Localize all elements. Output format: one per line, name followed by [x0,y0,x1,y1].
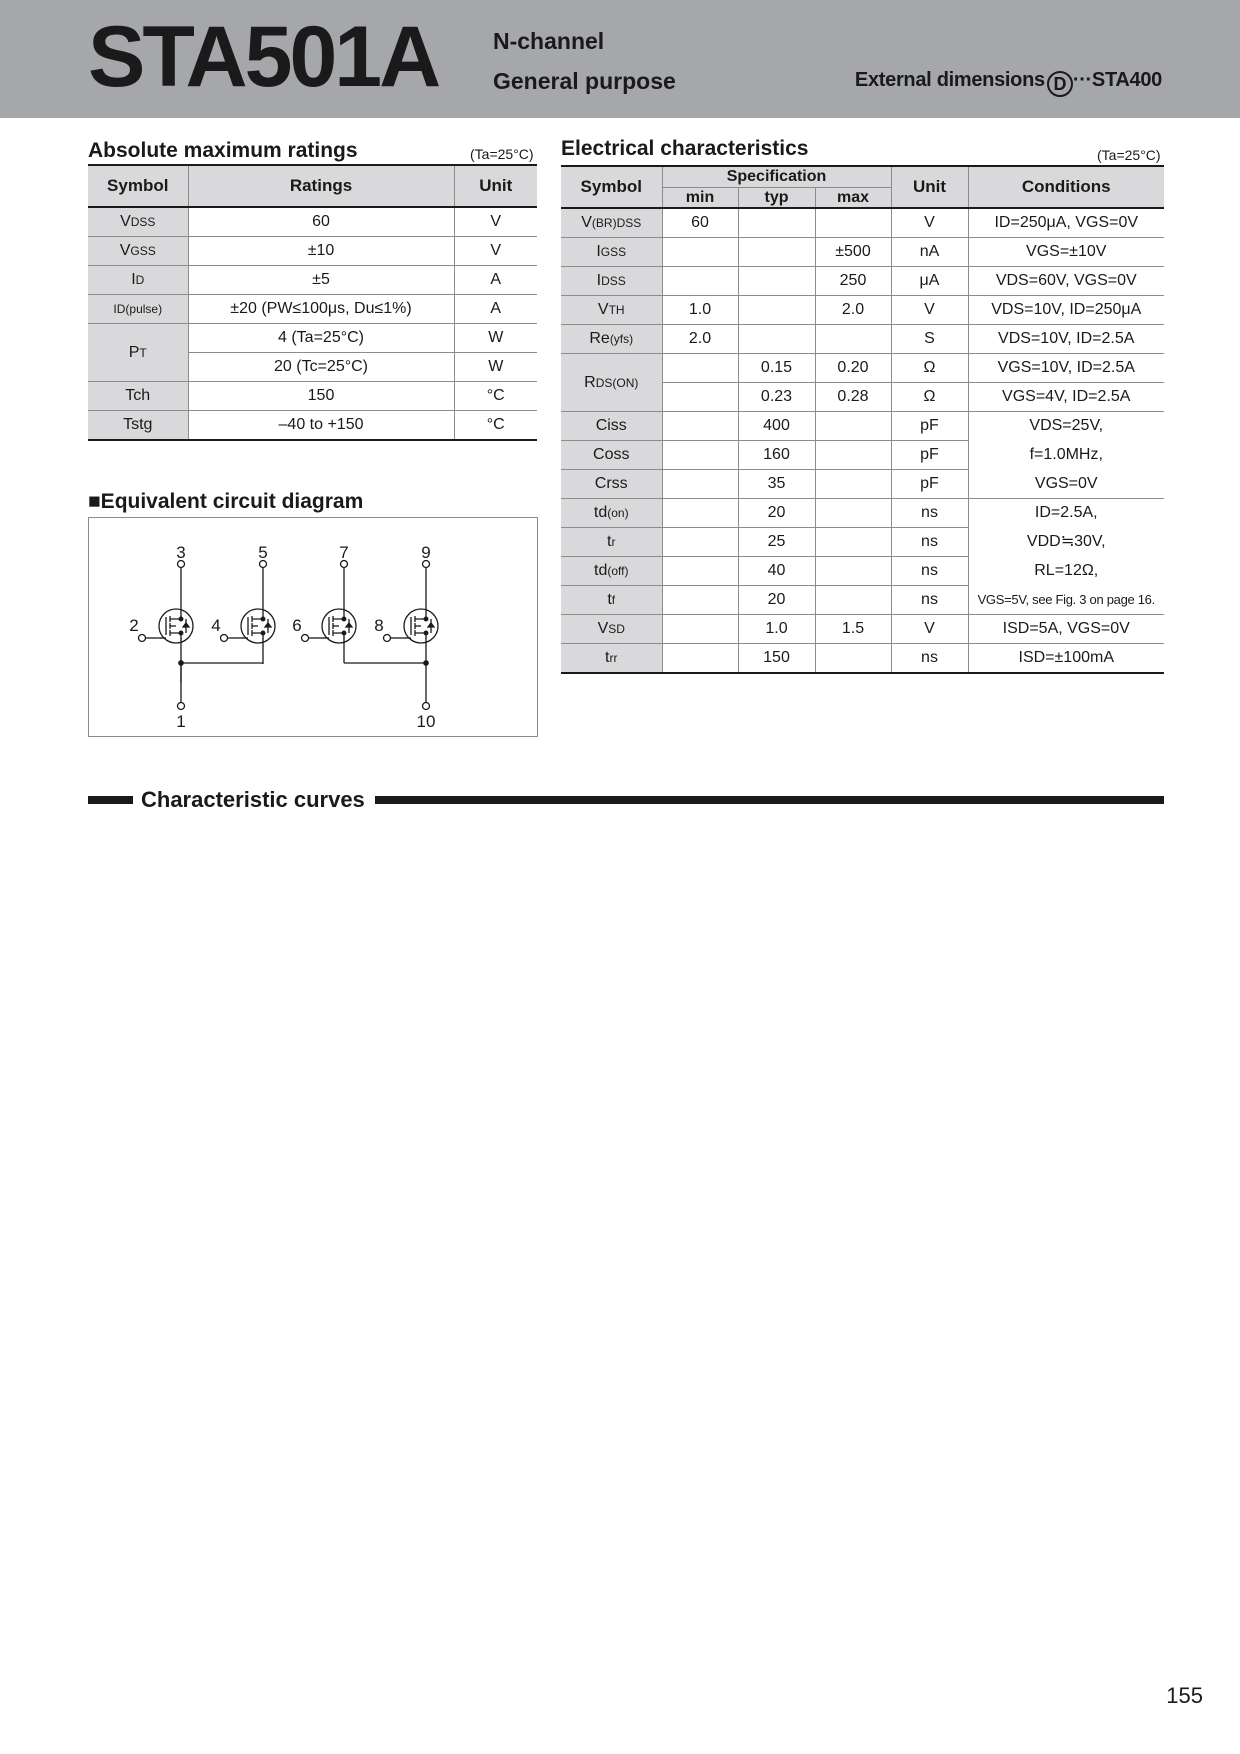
symbol-cell: VDSS [88,207,188,237]
table-row [561,412,1164,441]
symbol-cell: td(off) [561,557,662,586]
typ-cell: 0.15 [738,354,815,383]
rating-cell: ±5 [188,266,454,295]
max-cell: 1.5 [815,615,891,644]
symbol-cell: PT [88,324,188,382]
symbol-cell: Coss [561,441,662,470]
mosfet-symbol [384,561,439,644]
unit-cell: ns [891,557,968,586]
max-cell: ±500 [815,238,891,267]
typ-cell [738,238,815,267]
pin-label-drain: 3 [176,543,186,562]
circuit-title: ■Equivalent circuit diagram [88,490,364,513]
unit-cell: V [891,296,968,325]
abs-header-ratings: Ratings [188,165,454,207]
conditions-group-cell [968,499,1164,615]
pin-label-drain: 7 [339,543,349,562]
table-row [561,499,1164,528]
min-cell [662,528,738,557]
conditions-cell: ISD=±100mA [968,644,1164,674]
min-cell [662,644,738,674]
unit-cell: V [454,237,537,266]
conditions-line: f=1.0MHz, [1029,446,1103,463]
gate-pin [302,635,309,642]
external-dimensions [855,69,1162,97]
curves-rule-left [88,796,133,804]
abs-header-symbol: Symbol [88,165,188,207]
max-cell: 2.0 [815,296,891,325]
min-cell [662,412,738,441]
mosfet-symbol [221,561,276,644]
table-row [561,644,1164,674]
table-row [88,207,537,237]
min-cell: 1.0 [662,296,738,325]
elec-header-max: max [815,188,891,209]
gate-pin [221,635,228,642]
symbol-cell: trr [561,644,662,674]
pin-label-drain: 9 [421,543,431,562]
unit-cell: Ω [891,383,968,412]
table-row [561,325,1164,354]
max-cell: 250 [815,267,891,296]
max-cell [815,586,891,615]
min-cell [662,267,738,296]
max-cell [815,441,891,470]
min-cell [662,238,738,267]
max-cell: 0.28 [815,383,891,412]
elec-header-typ: typ [738,188,815,209]
subtitle-purpose: General purpose [493,68,676,94]
table-row [561,208,1164,238]
gate-pin [139,635,146,642]
typ-cell: 40 [738,557,815,586]
symbol-cell: Re(yfs) [561,325,662,354]
unit-cell: Ω [891,354,968,383]
typ-cell [738,267,815,296]
typ-cell: 20 [738,499,815,528]
table-row [88,382,537,411]
symbol-cell: ID(pulse) [88,295,188,324]
electrical-table [561,165,1164,674]
circuit-svg [89,518,537,736]
symbol-cell: IGSS [561,238,662,267]
mosfet-symbol [302,561,357,644]
rating-cell: ±10 [188,237,454,266]
max-cell [815,499,891,528]
typ-cell: 400 [738,412,815,441]
conditions-line: VGS=0V [1034,475,1098,492]
unit-cell: V [454,207,537,237]
symbol-cell: VGSS [88,237,188,266]
table-row [561,296,1164,325]
table-row [88,237,537,266]
table-row [561,354,1164,383]
max-cell [815,528,891,557]
rating-cell: ±20 (PW≤100μs, Du≤1%) [188,295,454,324]
unit-cell: S [891,325,968,354]
conditions-cell: VGS=4V, ID=2.5A [968,383,1164,412]
pin-label-source: 1 [176,712,186,731]
rating-cell: 150 [188,382,454,411]
elec-header-symbol: Symbol [561,166,662,208]
rating-cell: –40 to +150 [188,411,454,441]
unit-cell: ns [891,499,968,528]
unit-cell: pF [891,412,968,441]
conditions-cell: VDS=10V, ID=250μA [968,296,1164,325]
conditions-line: RL=12Ω, [1034,562,1099,579]
subtitle-channel: N-channel [493,28,605,54]
header-band [0,0,1240,118]
typ-cell [738,208,815,238]
unit-cell: A [454,266,537,295]
unit-cell: W [454,353,537,382]
source-pin [178,703,185,710]
electrical-condition: (Ta=25°C) [1097,147,1161,163]
electrical-table-body [561,208,1164,673]
conditions-cell: VGS=±10V [968,238,1164,267]
typ-cell [738,296,815,325]
conditions-line: VGS=5V, see Fig. 3 on page 16. [977,592,1155,607]
table-row [561,615,1164,644]
absolute-max-condition: (Ta=25°C) [470,146,534,162]
min-cell: 2.0 [662,325,738,354]
abs-header-unit: Unit [454,165,537,207]
table-row [88,295,537,324]
unit-cell: °C [454,382,537,411]
pin-label-source: 10 [416,712,436,731]
typ-cell: 25 [738,528,815,557]
table-row [88,411,537,441]
typ-cell: 20 [738,586,815,615]
conditions-line: ID=2.5A, [1034,504,1098,521]
typ-cell [738,325,815,354]
max-cell [815,412,891,441]
max-cell [815,470,891,499]
symbol-cell: Tstg [88,411,188,441]
rating-cell: 20 (Tc=25°C) [188,353,454,382]
elec-header-min: min [662,188,738,209]
symbol-cell: td(on) [561,499,662,528]
conditions-cell: VDS=60V, VGS=0V [968,267,1164,296]
part-number: STA501A [88,9,439,105]
conditions-cell: ID=250μA, VGS=0V [968,208,1164,238]
elec-header-conditions: Conditions [968,166,1164,208]
conditions-group-cell [968,412,1164,499]
unit-cell: V [891,208,968,238]
unit-cell: ns [891,528,968,557]
pin-label-gate: 4 [211,616,221,635]
source-pin [423,703,430,710]
min-cell [662,441,738,470]
symbol-cell: RDS(ON) [561,354,662,412]
symbol-cell: V(BR)DSS [561,208,662,238]
unit-cell: ns [891,586,968,615]
unit-cell: ns [891,644,968,674]
unit-cell: nA [891,238,968,267]
conditions-cell: ISD=5A, VGS=0V [968,615,1164,644]
table-row [561,238,1164,267]
table-row [561,267,1164,296]
unit-cell: pF [891,441,968,470]
max-cell [815,208,891,238]
max-cell [815,644,891,674]
unit-cell: μA [891,267,968,296]
pin-label-gate: 8 [374,616,384,635]
elec-header-specification: Specification [662,166,891,188]
max-cell [815,325,891,354]
unit-cell: A [454,295,537,324]
min-cell [662,557,738,586]
typ-cell: 1.0 [738,615,815,644]
absolute-max-title: Absolute maximum ratings [88,139,358,162]
symbol-cell: ID [88,266,188,295]
package-badge: D [1047,71,1073,97]
symbol-cell: Ciss [561,412,662,441]
curves-title: Characteristic curves [135,787,371,813]
symbol-cell: VTH [561,296,662,325]
max-cell [815,557,891,586]
min-cell [662,383,738,412]
min-cell [662,586,738,615]
conditions-line: VDS=25V, [1029,417,1104,434]
min-cell [662,354,738,383]
max-cell: 0.20 [815,354,891,383]
pin-label-gate: 2 [129,616,139,635]
typ-cell: 160 [738,441,815,470]
typ-cell: 150 [738,644,815,674]
symbol-cell: tf [561,586,662,615]
unit-cell: V [891,615,968,644]
electrical-title: Electrical characteristics [561,137,809,160]
elec-header-unit: Unit [891,166,968,208]
rating-cell: 4 (Ta=25°C) [188,324,454,353]
min-cell [662,499,738,528]
absolute-max-table [88,164,537,441]
pin-label-drain: 5 [258,543,268,562]
conditions-cell: VGS=10V, ID=2.5A [968,354,1164,383]
rating-cell: 60 [188,207,454,237]
symbol-cell: IDSS [561,267,662,296]
external-dimensions-label: External dimensions [854,69,1045,91]
unit-cell: pF [891,470,968,499]
typ-cell: 0.23 [738,383,815,412]
symbol-cell: tr [561,528,662,557]
mosfet-symbols [139,561,439,710]
page-number: 155 [1166,1683,1203,1708]
unit-cell: W [454,324,537,353]
conditions-cell: VDS=10V, ID=2.5A [968,325,1164,354]
mosfet-symbol [139,561,194,644]
symbol-cell: Tch [88,382,188,411]
symbol-cell: Crss [561,470,662,499]
conditions-line: VDD≒30V, [1026,533,1106,550]
min-cell: 60 [662,208,738,238]
pin-label-gate: 6 [292,616,302,635]
unit-cell: °C [454,411,537,441]
typ-cell: 35 [738,470,815,499]
min-cell [662,470,738,499]
circuit-diagram [88,517,538,737]
min-cell [662,615,738,644]
curves-rule-right [375,796,1164,804]
table-row [88,266,537,295]
symbol-cell: VSD [561,615,662,644]
package-ref: ···STA400 [1072,69,1162,91]
gate-pin [384,635,391,642]
table-row [88,324,537,353]
